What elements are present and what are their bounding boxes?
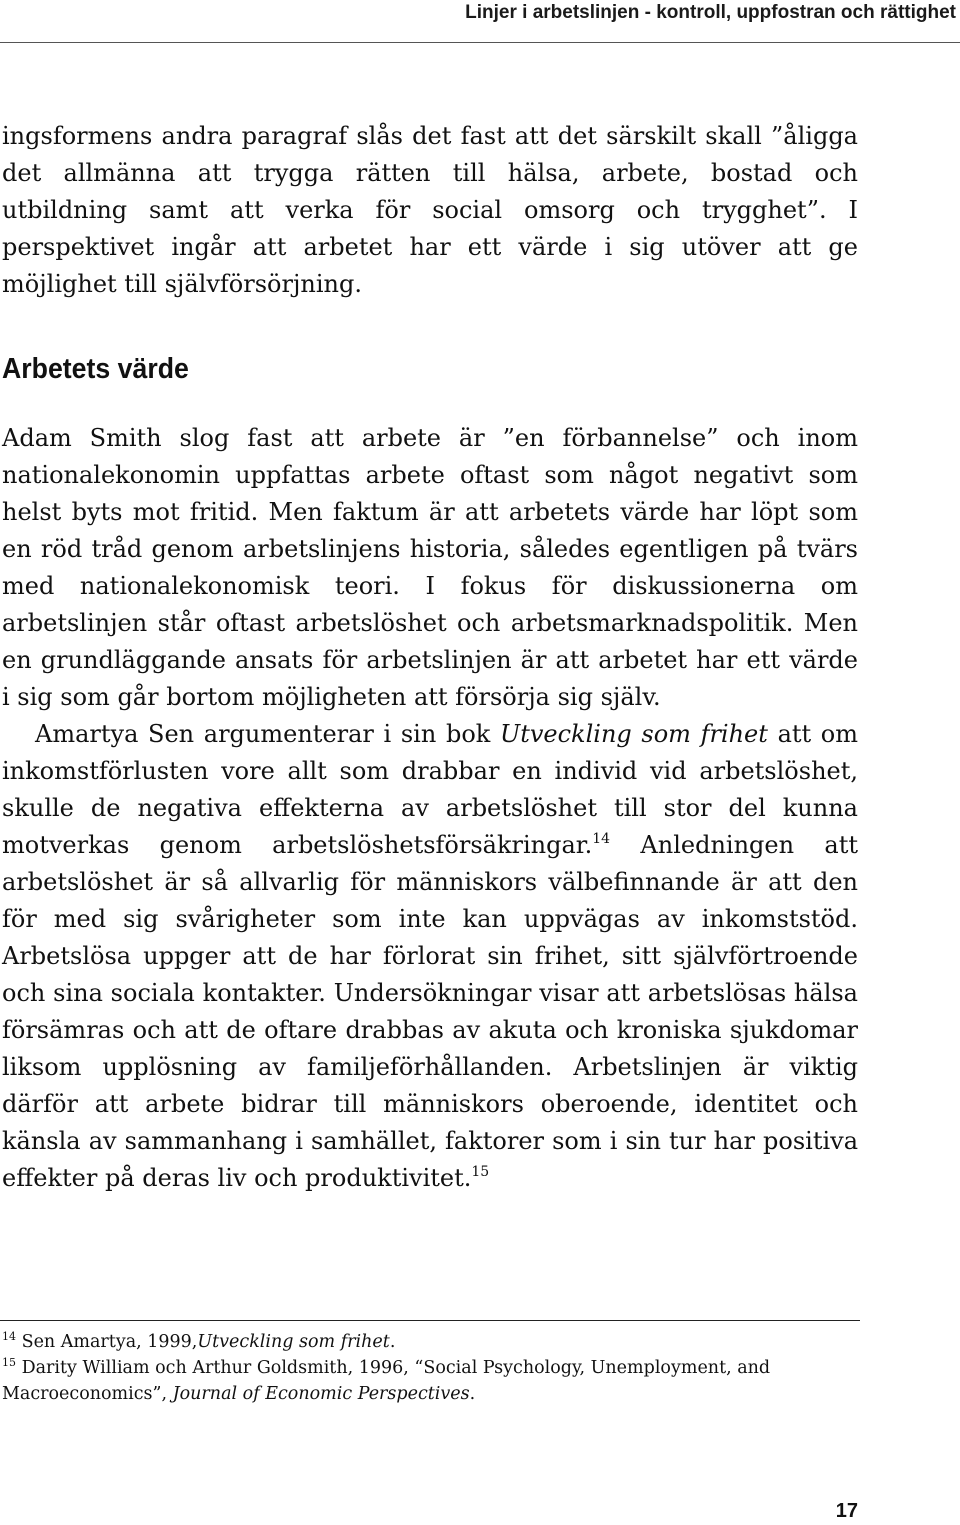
paragraph-amartya-sen xyxy=(2,716,858,1197)
paragraph-rest: Anledningen att arbetslöshet är så allvarlig för människors välbefinnande är att den för med sig svårigheter som inte kan uppvägas av inkomststöd. Arbetslösa uppger att de har förlorat sin frihet, sitt självförtroende och sina sociala kontakter. Undersökningar visar att arbetslösas hälsa försämras och att de oftare drabbas av akuta och kroniska sjukdomar liksom upplösning av familjeförhållanden. Arbetslinjen är viktig därför att arbete bidrar till människors oberoende, identitet och känsla av sammanhang i samhället, faktorer som i sin tur har positiva effekter på deras liv och produktivitet. xyxy=(2,831,858,1192)
footnotes xyxy=(2,1329,858,1407)
section-body xyxy=(2,420,858,1197)
running-header: Linjer i arbetslinjen - kontroll, uppfostran och rättighet xyxy=(465,2,956,23)
footnote-14 xyxy=(2,1329,858,1355)
footnote-tail: . xyxy=(469,1384,476,1404)
footnote-text: Darity William och Arthur Goldsmith, 1996, “Social Psychology, Unemployment, and Macroeconomics”, xyxy=(2,1358,771,1404)
footnote-title: Journal of Economic Perspectives xyxy=(172,1384,470,1404)
footnote-title: Utveckling som frihet xyxy=(197,1332,390,1352)
footnote-15 xyxy=(2,1355,858,1407)
footnote-ref-15[interactable]: 15 xyxy=(471,1164,490,1180)
paragraph-adam-smith: Adam Smith slog fast att arbete är ”en förbannelse” och inom nationalekonomin uppfattas arbete oftast som något negativt som helst byts mot fritid. Men faktum är att arbetets värde har löpt som en röd tråd genom arbetslinjens historia, således egentligen på tvärs med nationalekonomisk teori. I fokus för diskussionerna om arbetslinjen står oftast arbetslöshet och arbetsmarknadspolitik. Men en grundläggande ansats för arbetslinjen är att arbetet har ett värde i sig som går bortom möjligheten att försörja sig själv. xyxy=(2,424,858,711)
footnote-rule xyxy=(0,1320,860,1321)
section-heading: Arbetets värde xyxy=(2,353,189,385)
footnote-number: 14 xyxy=(2,1330,16,1343)
intro-paragraph: ingsformens andra paragraf slås det fast att det särskilt skall ”åligga det allmänna att trygga rätten till hälsa, arbete, bostad och utbildning samt att verka för social omsorg och trygghet”. I perspektivet ingår att arbetet har ett värde i sig utöver att ge möjlighet till självförsörjning. xyxy=(2,122,858,298)
footnote-number: 15 xyxy=(2,1356,16,1369)
book-title: Utveckling som frihet xyxy=(499,720,768,748)
page-number: 17 xyxy=(835,1500,858,1522)
footnote-tail: . xyxy=(389,1332,396,1352)
footnote-text: Sen Amartya, 1999, xyxy=(21,1332,198,1352)
paragraph-middle: att om inkomstförlusten vore allt som drabbar en individ vid arbetslöshet, skulle de negativa effekterna av arbetslöshet till stor del kunna motverkas genom arbetslöshetsförsäkringar. xyxy=(2,720,859,859)
paragraph-lead: Amartya Sen argumenterar i sin bok xyxy=(35,720,500,748)
footnote-ref-14[interactable]: 14 xyxy=(592,831,611,847)
header-rule xyxy=(0,42,960,43)
